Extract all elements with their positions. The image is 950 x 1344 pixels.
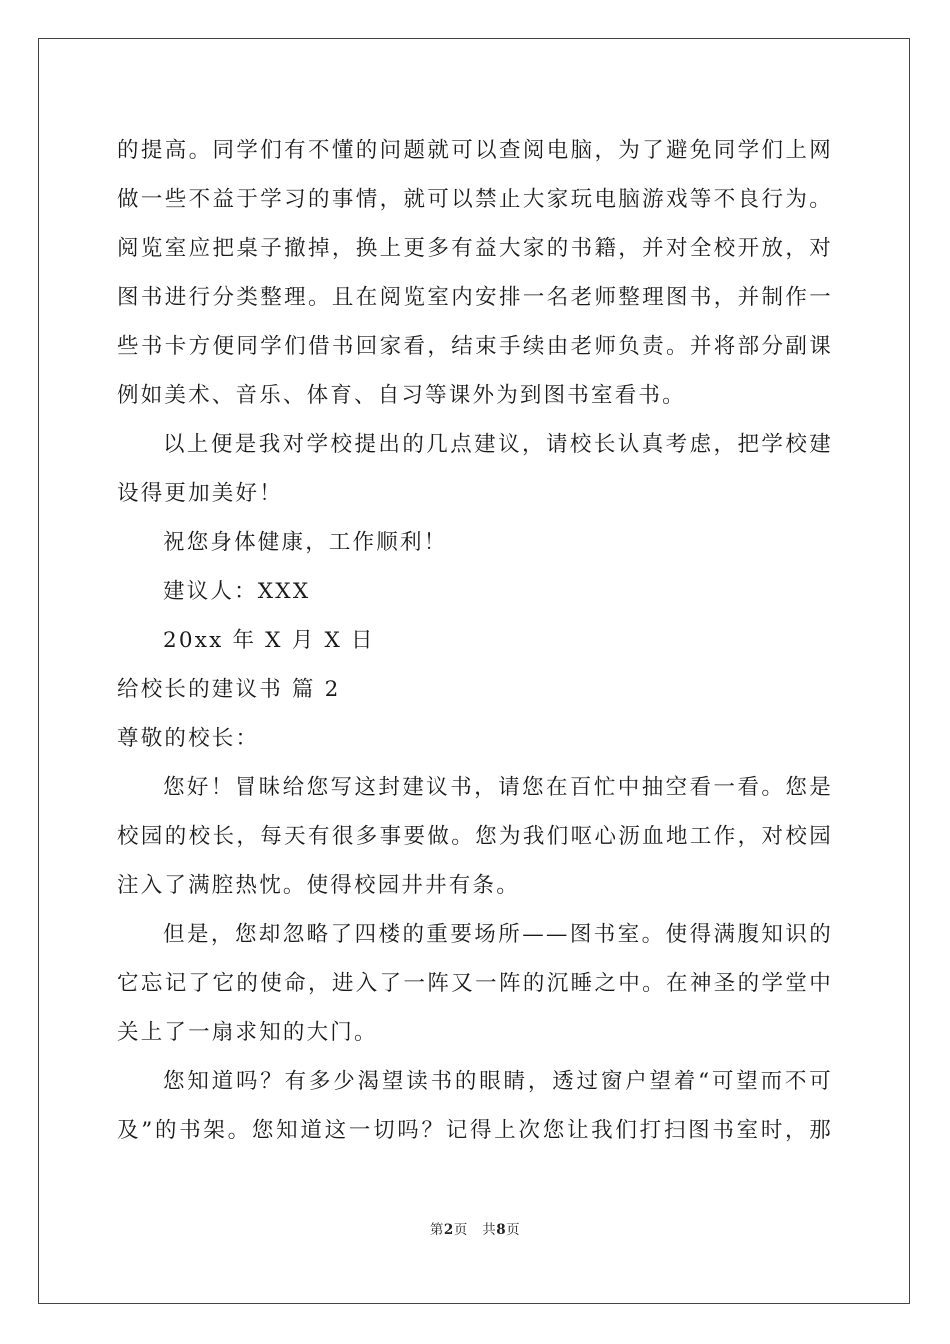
- text-line: 您知道吗？有多少渴望读书的眼睛，透过窗户望着“可望而不可: [163, 1069, 833, 1094]
- text-line: 的提高。同学们有不懂的问题就可以查阅电脑，为了避免同学们上网: [117, 138, 833, 163]
- text-line: 图书进行分类整理。且在阅览室内安排一名老师整理图书，并制作一: [117, 285, 833, 310]
- text-line: 些书卡方便同学们借书回家看，结束手续由老师负责。并将部分副课: [117, 334, 833, 359]
- text-line: 注入了满腔热忱。使得校园井井有条。: [117, 873, 520, 898]
- footer-total-suffix: 页: [506, 1222, 521, 1238]
- page-footer: [0, 1218, 950, 1238]
- footer-page-suffix: 页: [453, 1222, 468, 1238]
- text-line: 尊敬的校长：: [117, 726, 260, 751]
- text-line: 例如美术、音乐、体育、自习等课外为到图书室看书。: [117, 383, 686, 408]
- footer-total-prefix: 共: [482, 1222, 497, 1238]
- footer-total-pages: 8: [496, 1222, 507, 1238]
- text-line: 祝您身体健康，工作顺利！: [163, 530, 448, 555]
- footer-page-number: 2: [443, 1222, 454, 1238]
- text-line: 但是，您却忽略了四楼的重要场所——图书室。使得满腹知识的: [163, 922, 833, 947]
- text-line: 阅览室应把桌子撤掉，换上更多有益大家的书籍，并对全校开放，对: [117, 236, 833, 261]
- footer-page-prefix: 第: [429, 1222, 444, 1238]
- text-line: 给校长的建议书 篇 2: [117, 677, 341, 702]
- document-body: [117, 126, 833, 1155]
- text-line: 它忘记了它的使命，进入了一阵又一阵的沉睡之中。在神圣的学堂中: [117, 971, 833, 996]
- text-line: 做一些不益于学习的事情，就可以禁止大家玩电脑游戏等不良行为。: [117, 187, 833, 212]
- text-line: 校园的校长，每天有很多事要做。您为我们呕心沥血地工作，对校园: [117, 824, 833, 849]
- text-line: 设得更加美好！: [117, 481, 283, 506]
- text-line: 关上了一扇求知的大门。: [117, 1020, 378, 1045]
- text-line: 建议人：XXX: [163, 579, 311, 604]
- text-line: 以上便是我对学校提出的几点建议，请校长认真考虑，把学校建: [163, 432, 833, 457]
- text-line: 及”的书架。您知道这一切吗？记得上次您让我们打扫图书室时，那: [117, 1118, 833, 1143]
- text-line: 您好！冒昧给您写这封建议书，请您在百忙中抽空看一看。您是: [163, 775, 833, 800]
- text-line: 20xx 年 X 月 X 日: [163, 628, 375, 653]
